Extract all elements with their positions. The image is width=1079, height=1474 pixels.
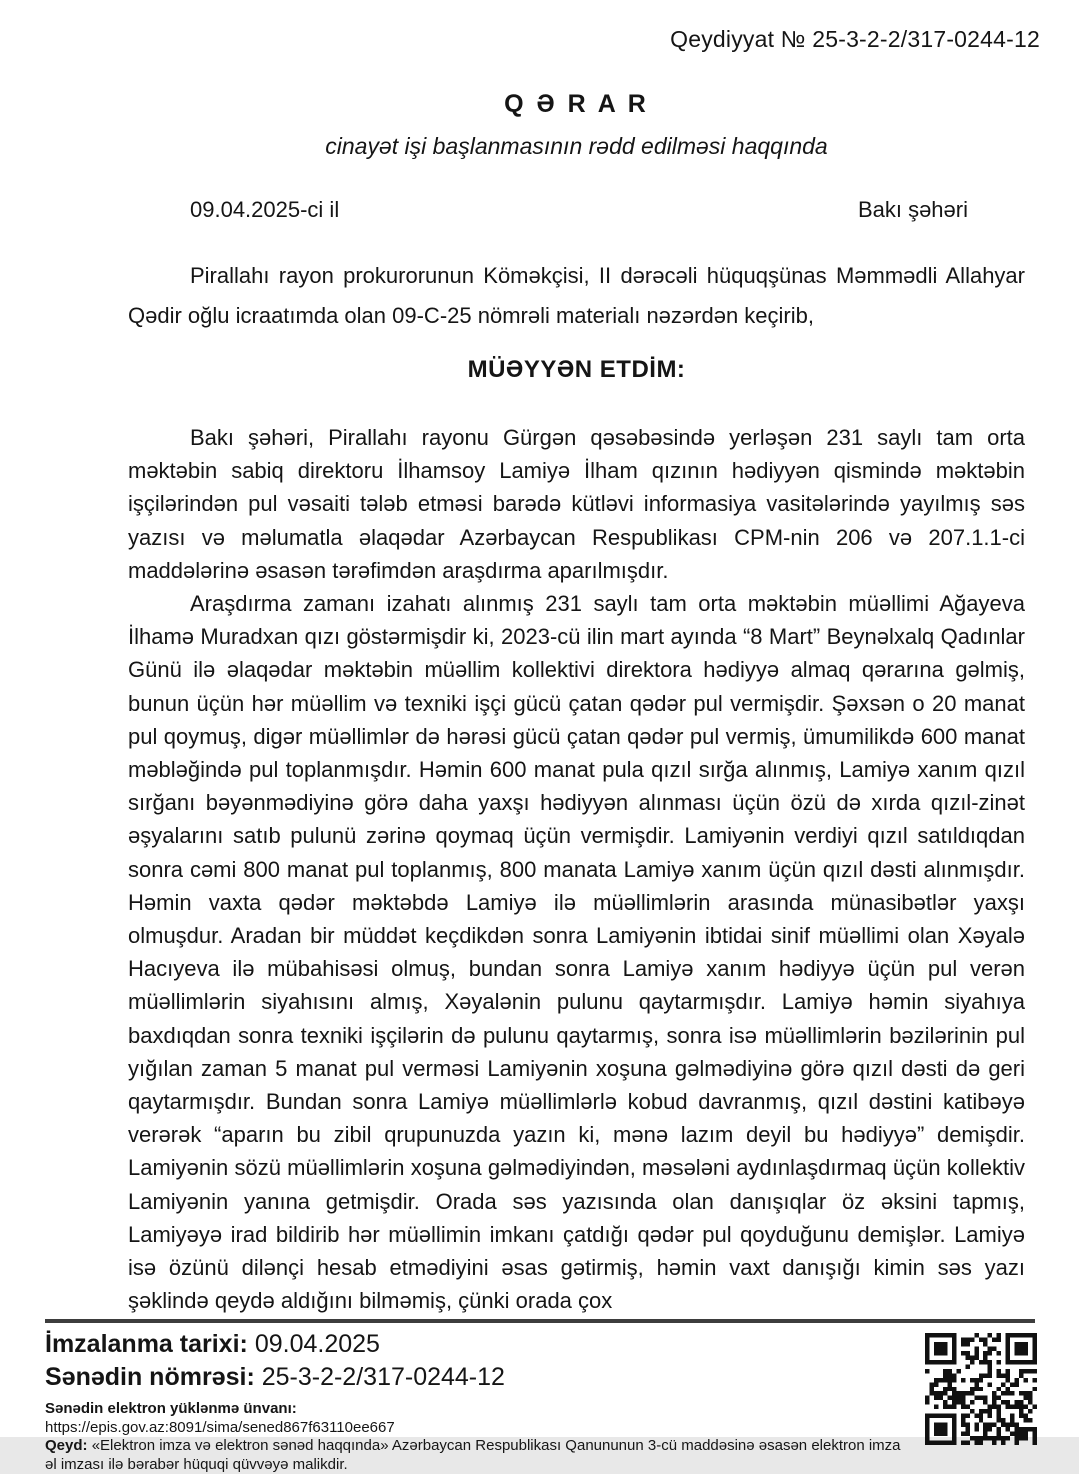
section-heading: MÜƏYYƏN ETDİM: [467,356,686,383]
signing-date-line [45,1328,905,1361]
document-subtitle: cinayət işi başlanmasının rədd edilməsi haqqında [325,133,828,159]
footer-divider [45,1319,1035,1323]
document-number-line [45,1361,905,1394]
document-date: 09.04.2025-ci il [190,197,340,222]
document-number-label: Sənədin nömrəsi: [45,1363,255,1391]
body-paragraph: Bakı şəhəri, Pirallahı rayonu Gürgən qəsəbəsində yerləşən 231 saylı tam orta məktəbin sabiq direktoru İlhamsoy Lamiyə İlham qızının hədiyyən qismində məktəbin işçilərindən pul vəsaiti tələb etməsi barədə kütləvi informasiya vasitələrində yayılmış səs yazısı və məlumatla əlaqədar Azərbaycan Respublikası CPM-nin 206 və 207.1.1-ci maddələrinə əsasən tərəfimdən araşdırma aparılmışdır. [128,425,1025,583]
document-number-value: 25-3-2-2/317-0244-12 [261,1363,505,1391]
legal-note-text: «Elektron imza və elektron sənəd haqqında» Azərbaycan Respublikası Qanununun 3-cü maddəsinə əsasən elektron imza əl imzası ilə bərabər hüquqi qüvvəyə malikdir. [45,1437,901,1473]
signing-date-label: İmzalanma tarixi: [45,1330,248,1358]
legal-note [45,1437,905,1474]
date-city-line [128,197,1025,223]
download-address-label: Sənədin elektron yüklənmə ünvanı: [45,1400,297,1417]
signature-footer [45,1328,905,1474]
document-city: Bakı şəhəri [857,197,968,222]
document-title: Q Ə R A R [504,90,649,118]
download-url: https://epis.gov.az:8091/sima/sened867f63110ee667 [45,1418,395,1436]
document-body [128,421,1025,1317]
signing-date-value: 09.04.2025 [254,1330,380,1358]
registration-number: Qeydiyyat № 25-3-2-2/317-0244-12 [670,26,1040,52]
body-paragraph: Araşdırma zamanı izahatı alınmış 231 saylı tam orta məktəbin müəllimi Ağayeva İlhamə Muradxan qızı göstərmişdir ki, 2023-cü ilin mart ayında “8 Mart” Beynəlxalq Qadınlar Günü ilə əlaqədar məktəbin müəllim kollektivi direktora hədiyyə almaq qərarına gəlmiş, bunun üçün hər müəllim və texniki işçi gücü çatan qədər pul vermişdir. Şəxsən o 20 manat pul qoymuş, digər müəllimlər də hərəsi gücü çatan qədər pul vermiş, ümumilikdə 600 manat məbləğində pul toplanmışdır. Həmin 600 manat pula qızıl sırğa alınmış, Lamiyə xanım qızıl sırğanı bəyənmədiyinə görə daha yaxşı hədiyyən alınması üçün özü də xırda qızıl-zinət əşyalarını satıb pulunü zərinə qoymaq üçün vermişdir. Lamiyənin verdiyi qızıl satıldıqdan sonra cəmi 800 manat pul toplanmış, 800 manata Lamiyə xanım üçün qızıl dəsti alınmışdır. Həmin vaxta qədər məktəbdə Lamiyə ilə müəllimlərin arasında münasibətlər yaxşı olmuşdur. Aradan bir müddət keçdikdən sonra Lamiyənin ibtidai sinif müəllimi olan Xəyalə Hacıyeva ilə mübahisəsi olmuş, bundan sonra Lamiyə xanım hədiyyə üçün pul verən müəllimlərin siyahısını almış, Xəyalənin pulunu qaytarmışdır. Lamiyə həmin siyahıya baxdıqdan sonra texniki işçilərin də pulunu qaytarmış, sonra isə müəllimlərin bəzilərinin pul yığılan zaman 5 manat pul verməsi Lamiyənin xoşuna gəlmədiyinə görə qızıl dəsti də geri qaytarmışdır. Bundan sonra Lamiyə müəllimlərlə kobud davranmış, qızıl dəstini katibəyə verərək “aparın bu zibil qrupunuzda yazın ki, mənə lazım deyil bu hədiyyə” demişdir. Lamiyənin sözü müəllimlərin xoşuna gəlmədiyindən, məsələni aydınlaşdırmaq üçün kollektiv Lamiyənin yanına getmişdir. Orada səs yazısında olan danışıqlar öz əksini tapmış, Lamiyəyə irad bildirib hər müəllimin imkanı çatdığı qədər pul qoyduğunu demişlər. Lamiyə isə özünü dilənçi hesab etmədiyini əsas gətirmiş, həmin vaxt danışığı kimin səs yazı şəklində qeydə aldığını bilməmiş, çünki orada çox [128,591,1025,1314]
intro-paragraph: Pirallahı rayon prokurorunun Köməkçisi, II dərəcəli hüquqşünas Məmmədli Allahyar Qədir oğlu icraatımda olan 09-C-25 nömrəli materialı nəzərdən keçirib, [128,263,1025,328]
legal-note-label: Qeyd: [45,1437,88,1454]
qr-code [925,1333,1037,1445]
